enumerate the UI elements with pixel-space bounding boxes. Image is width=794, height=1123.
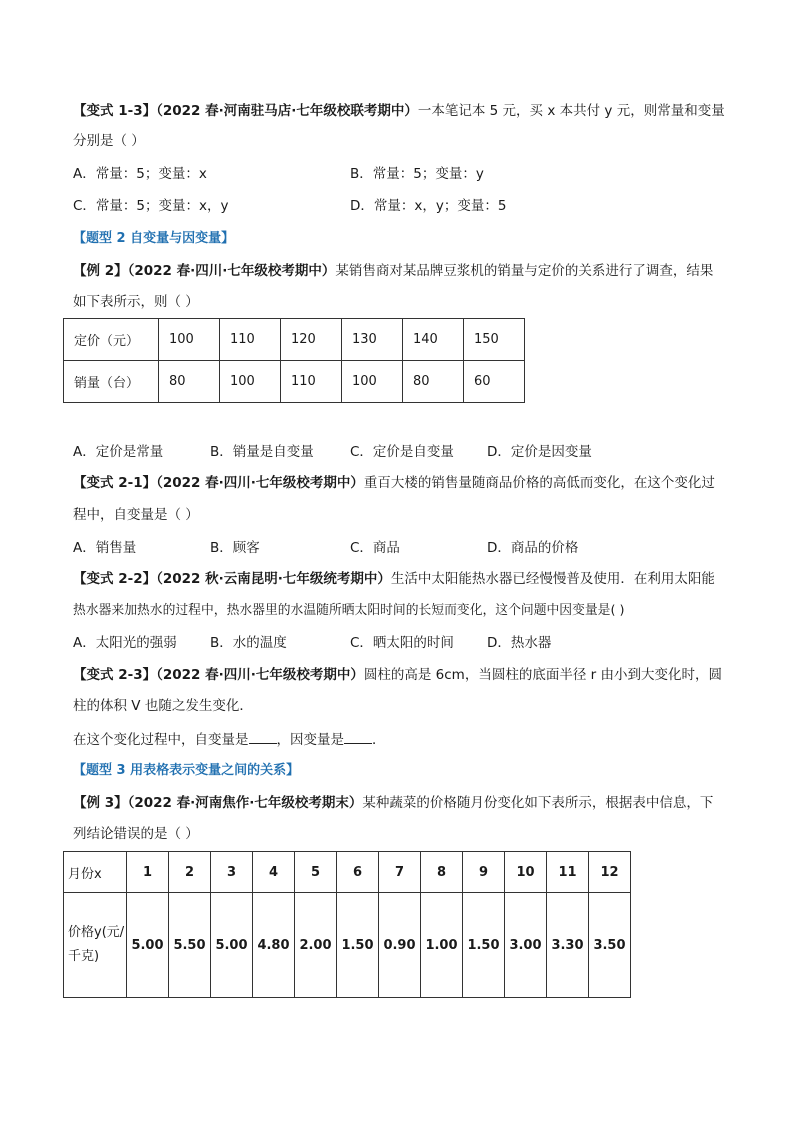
table-cell: 80 (159, 361, 220, 403)
option-c: C．商品 (350, 540, 400, 556)
question-source: （2022 秋·云南昆明·七年级统考期中） (156, 571, 391, 587)
table-cell: 0.90 (379, 893, 421, 998)
table-cell: 130 (342, 319, 403, 361)
table-cell: 5.00 (127, 893, 169, 998)
option-b: B．水的温度 (210, 635, 287, 651)
option-a: A．常量：5；变量：x (73, 166, 207, 182)
table-cell: 60 (464, 361, 525, 403)
fill-in-text: ，因变量是 (276, 732, 344, 748)
question-1-3 (73, 101, 725, 121)
question-tag: 【变式 2-3】 (73, 667, 157, 683)
table-cell: 80 (403, 361, 464, 403)
table-cell: 6 (337, 852, 379, 893)
option-b: B．销量是自变量 (210, 444, 314, 460)
question-tag: 【例 2】 (73, 263, 128, 279)
question-tag: 【例 3】 (73, 795, 128, 811)
question-text: 圆柱的高是 6cm，当圆柱的底面半径 r 由小到大变化时，圆 (363, 667, 722, 683)
answer-blank-2[interactable] (344, 729, 372, 744)
question-text: 重百大楼的销售量随商品价格的高低而变化，在这个变化过 (363, 475, 715, 491)
option-c: C．定价是自变量 (350, 444, 454, 460)
option-a: A．销售量 (73, 540, 137, 556)
month-price-table (63, 851, 631, 998)
question-2-1 (73, 473, 715, 493)
option-a: A．定价是常量 (73, 444, 164, 460)
table-cell: 3.00 (505, 893, 547, 998)
question-text-cont: 分别是（ ） (73, 133, 145, 149)
table-header-cell: 销量（台） (64, 361, 159, 403)
table-cell: 100 (342, 361, 403, 403)
table-cell: 12 (589, 852, 631, 893)
option-d: D．定价是因变量 (487, 444, 592, 460)
answer-blank-1[interactable] (249, 729, 277, 744)
example-2 (73, 261, 713, 281)
question-text-cont: 热水器来加热水的过程中，热水器里的水温随所晒太阳时间的长短而变化，这个问题中因变量是( ) (73, 603, 625, 618)
option-d: D．热水器 (487, 635, 552, 651)
option-b: B．顾客 (210, 540, 260, 556)
table-cell: 100 (220, 361, 281, 403)
question-text: 某种蔬菜的价格随月份变化如下表所示，根据表中信息，下 (362, 795, 714, 811)
table-cell: 3 (211, 852, 253, 893)
table-cell: 110 (281, 361, 342, 403)
question-text-cont: 柱的体积 V 也随之发生变化． (73, 698, 253, 714)
table-cell: 3.50 (589, 893, 631, 998)
table-cell: 5.50 (169, 893, 211, 998)
option-a: A．太阳光的强弱 (73, 635, 177, 651)
table-cell: 11 (547, 852, 589, 893)
fill-in-line (73, 729, 386, 750)
question-source: （2022 春·河南驻马店·七年级校联考期中） (156, 103, 418, 119)
question-source: （2022 春·四川·七年级校考期中） (156, 475, 364, 491)
table-cell: 5.00 (211, 893, 253, 998)
table-cell: 5 (295, 852, 337, 893)
question-text: 某销售商对某品牌豆浆机的销量与定价的关系进行了调查，结果 (335, 263, 714, 279)
question-tag: 【变式 2-2】 (73, 571, 157, 587)
table-cell: 1.50 (337, 893, 379, 998)
table-cell: 9 (463, 852, 505, 893)
section-heading: 【题型 2 自变量与因变量】 (73, 231, 235, 246)
table-header-cell: 定价（元） (64, 319, 159, 361)
table-cell: 7 (379, 852, 421, 893)
question-text-cont: 程中，自变量是（ ） (73, 507, 199, 523)
option-c: C．常量：5；变量：x，y (73, 198, 229, 214)
option-d: D．商品的价格 (487, 540, 579, 556)
table-cell: 150 (464, 319, 525, 361)
question-tag: 【变式 1-3】 (73, 103, 157, 119)
table-cell: 110 (220, 319, 281, 361)
question-source: （2022 春·河南焦作·七年级校考期末） (127, 795, 363, 811)
table-cell: 4 (253, 852, 295, 893)
question-2-2 (73, 569, 715, 589)
option-d: D．常量：x，y；变量：5 (350, 198, 507, 214)
table-cell: 10 (505, 852, 547, 893)
question-2-3 (73, 665, 722, 685)
table-header-cell: 月份x (64, 852, 127, 893)
section-heading: 【题型 3 用表格表示变量之间的关系】 (73, 763, 300, 778)
option-b: B．常量：5；变量：y (350, 166, 484, 182)
price-sales-table (63, 318, 525, 403)
example-3 (73, 793, 713, 813)
option-c: C．晒太阳的时间 (350, 635, 454, 651)
question-text-cont: 列结论错误的是（ ） (73, 826, 199, 842)
question-text: 生活中太阳能热水器已经慢慢普及使用．在利用太阳能 (390, 571, 715, 587)
table-cell: 1.00 (421, 893, 463, 998)
table-cell: 1 (127, 852, 169, 893)
table-cell: 2 (169, 852, 211, 893)
table-cell: 140 (403, 319, 464, 361)
table-cell: 4.80 (253, 893, 295, 998)
fill-in-text: ． (372, 732, 386, 748)
question-tag: 【变式 2-1】 (73, 475, 157, 491)
fill-in-text: 在这个变化过程中，自变量是 (73, 732, 249, 748)
table-cell: 100 (159, 319, 220, 361)
question-text: 一本笔记本 5 元，买 x 本共付 y 元，则常量和变量 (417, 103, 725, 119)
table-header-cell: 价格y(元/千克) (64, 893, 127, 998)
table-cell: 2.00 (295, 893, 337, 998)
question-source: （2022 春·四川·七年级校考期中） (156, 667, 364, 683)
question-source: （2022 春·四川·七年级校考期中） (127, 263, 336, 279)
question-text-cont: 如下表所示，则（ ） (73, 294, 199, 310)
table-cell: 8 (421, 852, 463, 893)
table-cell: 1.50 (463, 893, 505, 998)
table-cell: 3.30 (547, 893, 589, 998)
table-cell: 120 (281, 319, 342, 361)
